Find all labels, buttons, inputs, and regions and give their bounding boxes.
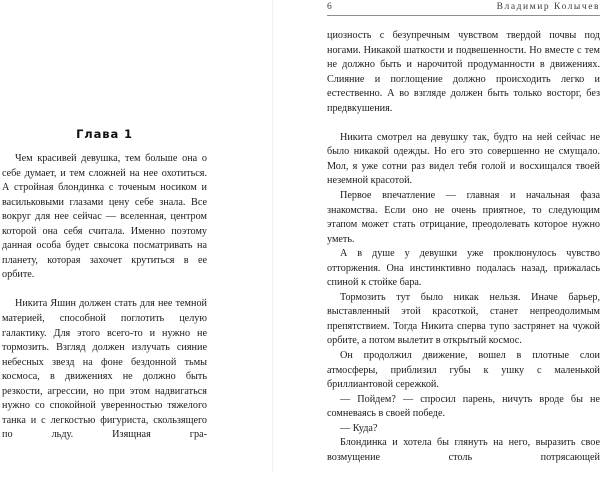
paragraph: Никита Яшин должен стать для нее темной материей, способной поглотить целую галактику. Для этого всего-то и нужно не тормозить. Взгляд должен излучать сияние небесных звезд на фоне бездонной тьмы космоса, в движениях не должно быть резкости, агрессии, но при этом надвигаться нужно со спокойной уверенностью тяжелого танка и с легкостью фигуриста, скользящего по льду. Изящная гра- — [2, 298, 207, 441]
paragraph: А в душе у девушки уже проклюнулось чувство отторжения. Она инстинктивно подалась назад, прижалась спиной к стойке бара. — [327, 248, 600, 289]
paragraph: Первое впечатление — главная и начальная фаза знакомства. Если оно не очень приятное, то следующим этапом может стать отрицание, преодолевать которое нужно уметь. — [327, 190, 600, 245]
left-page-textblock — [2, 152, 207, 457]
left-page — [0, 0, 212, 473]
right-page — [327, 0, 600, 473]
paragraph: Он продолжил движение, вошел в плотные слои атмосферы, приблизил губы к ушку с маленькой бриллиантовой сережкой. — [327, 350, 600, 391]
page-gutter-divider — [272, 0, 273, 473]
right-page-textblock — [327, 29, 600, 480]
paragraph: циозность с безупречным чувством твердой почвы под ногами. Никакой шаткости и подвешенности. Но вместе с тем не должно быть и нарочитой продуманности в движениях. Слияние и поглощение должно происходить легко и естественно. А во взгляде должен быть только восторг, без предвкушения. — [327, 30, 600, 114]
chapter-heading: Глава 1 — [76, 127, 133, 141]
paragraph: Чем красивей девушка, тем больше она о себе думает, и тем сложней на нее охотиться. А стройная блондинка с точеным носиком и васильковыми глазами цену себе знала. Все вокруг для нее сейчас — вселенная, центром которой она себя считала. Именно поэтому данная особа будет свысока посматривать на планету, которая захочет крутиться в ее орбите. — [2, 153, 207, 281]
page-number: 6 — [327, 2, 332, 12]
header-rule — [327, 15, 600, 16]
paragraph: Блондинка и хотела бы глянуть на него, выразить свое возмущение столь потрясающей — [327, 437, 600, 463]
paragraph: Тормозить тут было никак нельзя. Иначе барьер, выставленный этой красоткой, станет непреодолимым препятствием. Тогда Никита сперва тупо застрянет на чужой орбите, а потом вылетит в открытый космос. — [327, 291, 600, 347]
paragraph: Никита смотрел на девушку так, будто на ней сейчас не было никакой одежды. Но его это совершенно не смущало. Мол, я уже сотни раз видел тебя голой и восхищался твоей неземной красотой. — [327, 131, 600, 187]
running-header — [327, 2, 600, 20]
dialogue-line: — Куда? — [340, 422, 378, 434]
dialogue-line: — Пойдем? — спросил парень, ничуть вроде бы не сомневаясь в своей победе. — [327, 393, 600, 420]
header-author-name: Владимир Колычев — [496, 2, 600, 12]
